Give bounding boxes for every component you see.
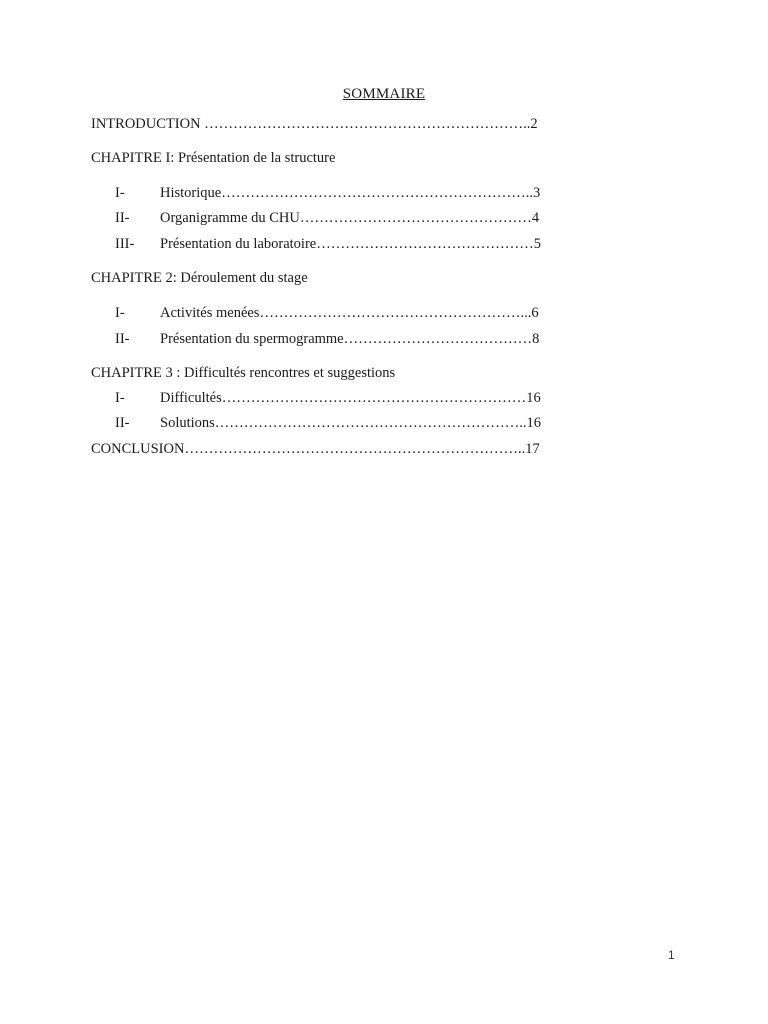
toc-entry-conclusion: CONCLUSION……………………………………………………………..17 [91,441,540,457]
toc-entry-organigramme: Organigramme du CHU…………………………………………4 [160,210,540,226]
toc-chapter-3-heading: CHAPITRE 3 : Difficultés rencontres et suggestions [91,365,396,381]
toc-entry-introduction: INTRODUCTION …………………………………………………………..2 [91,116,538,132]
toc-entry-solutions: Solutions………………………………………………………..16 [160,415,542,431]
toc-entry-spermogramme: Présentation du spermogramme…………………………………8 [160,331,540,347]
toc-item-number: III- [115,236,135,252]
toc-item-number: II- [115,210,130,226]
toc-item-number: I- [115,185,125,201]
page-number: 1 [668,948,675,962]
toc-entry-historique: Historique………………………………………………………..3 [160,185,541,201]
toc-chapter-2-heading: CHAPITRE 2: Déroulement du stage [91,270,308,286]
toc-chapter-1-heading: CHAPITRE I: Présentation de la structure [91,150,336,166]
toc-item-number: II- [115,331,130,347]
toc-entry-laboratoire: Présentation du laboratoire………………………………………5 [160,236,541,252]
toc-item-number: I- [115,305,125,321]
toc-item-number: I- [115,390,125,406]
toc-item-number: II- [115,415,130,431]
toc-title: SOMMAIRE [342,86,426,102]
toc-entry-activites: Activités menées………………………………………………...6 [160,305,539,321]
toc-entry-difficultes: Difficultés………………………………………………………16 [160,390,541,406]
